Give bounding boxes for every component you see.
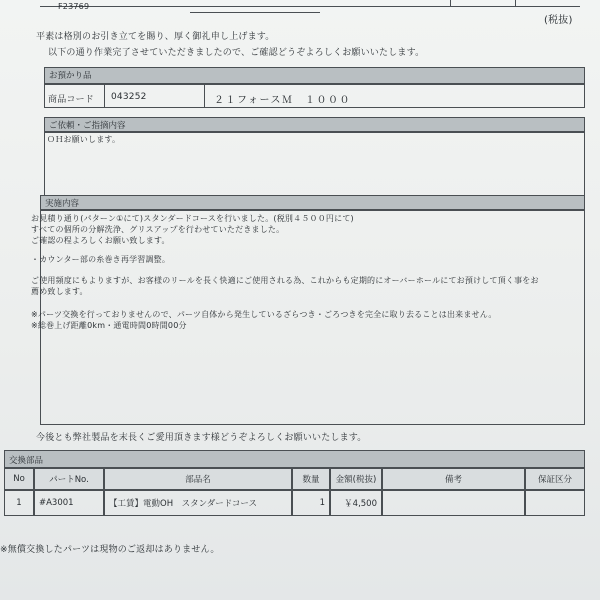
received-divider-2 <box>204 84 205 108</box>
tax-label: (税抜) <box>544 15 573 26</box>
row-1-no: 1 <box>4 490 34 516</box>
work-line-7: ご使用頻度にもよりますが、お客様のリールを長く快適にご使用される為、これからも定期的にオーバーホールにてお預けして頂く事をお <box>31 276 539 285</box>
top-rule <box>40 6 580 7</box>
row-1-quantity: 1 <box>292 490 330 516</box>
col-header-warranty: 保証区分 <box>525 468 585 490</box>
row-1-note <box>382 490 525 516</box>
product-code-label: 商品コード <box>48 95 95 105</box>
intro-line-1: 平素は格別のお引き立てを賜り、厚く御礼申し上げます。 <box>36 32 275 42</box>
parts-title: 交換部品 <box>9 456 44 466</box>
col-header-note: 備考 <box>382 468 525 490</box>
col-header-no: No <box>4 468 34 490</box>
work-line-11: ※総巻上げ距離0km・通電時間0時間00分 <box>31 321 187 330</box>
received-divider-1 <box>104 84 105 108</box>
top-col-divider <box>450 0 451 7</box>
work-line-3: ご確認の程よろしくお願い致します。 <box>31 236 170 245</box>
product-code-value: 043252 <box>111 92 147 102</box>
intro-line-2: 以下の通り作業完了させていただきましたので、ご確認どうぞよろしくお願いいたします。 <box>48 48 425 58</box>
work-title: 実施内容 <box>45 199 80 209</box>
work-line-1: お見積り通り(パターン①にて)スタンダードコースを行いました。(税別４５００円にて) <box>31 214 354 223</box>
top-col-divider-2 <box>515 0 516 7</box>
parts-section-header <box>4 450 585 468</box>
received-section-header <box>44 67 585 84</box>
work-line-5: ・カウンター部の糸巻き再学習調整。 <box>31 255 171 264</box>
row-1-amount: ￥4,500 <box>330 490 382 516</box>
closing-message: 今後とも弊社製品を末長くご愛用頂きます様どうぞよろしくお願いいたします。 <box>36 433 367 443</box>
work-section-header <box>40 195 585 210</box>
work-line-8: 薦め致します。 <box>31 287 88 296</box>
request-body-box <box>44 132 585 196</box>
col-header-part-no: パートNo. <box>34 468 104 490</box>
work-line-2: すべての個所の分解洗浄、グリスアップを行わせていただきました。 <box>31 225 285 234</box>
doc-code: F23769 <box>58 2 90 11</box>
row-1-warranty <box>525 490 585 516</box>
work-line-10: ※パーツ交換を行っておりませんので、パーツ自体から発生しているざらつき・ごろつきを完全に取り去ることは出来ません。 <box>31 310 497 319</box>
row-1-part-name: 【工賃】電動OH スタンダードコース <box>104 490 292 516</box>
request-section-header <box>44 117 585 132</box>
request-title: ご依頼・ご指摘内容 <box>49 121 126 131</box>
product-name: ２１フォースＭ １０００ <box>214 95 351 106</box>
top-rule-short <box>190 12 320 13</box>
col-header-quantity: 数量 <box>292 468 330 490</box>
col-header-part-name: 部品名 <box>104 468 292 490</box>
col-header-amount: 金額(税抜) <box>330 468 382 490</box>
row-1-part-no: #A3001 <box>34 490 104 516</box>
footer-note: ※無償交換したパーツは現物のご返却はありません。 <box>0 545 220 555</box>
request-body: ＯＨお願いします。 <box>47 135 121 144</box>
received-title: お預かり品 <box>49 71 92 81</box>
